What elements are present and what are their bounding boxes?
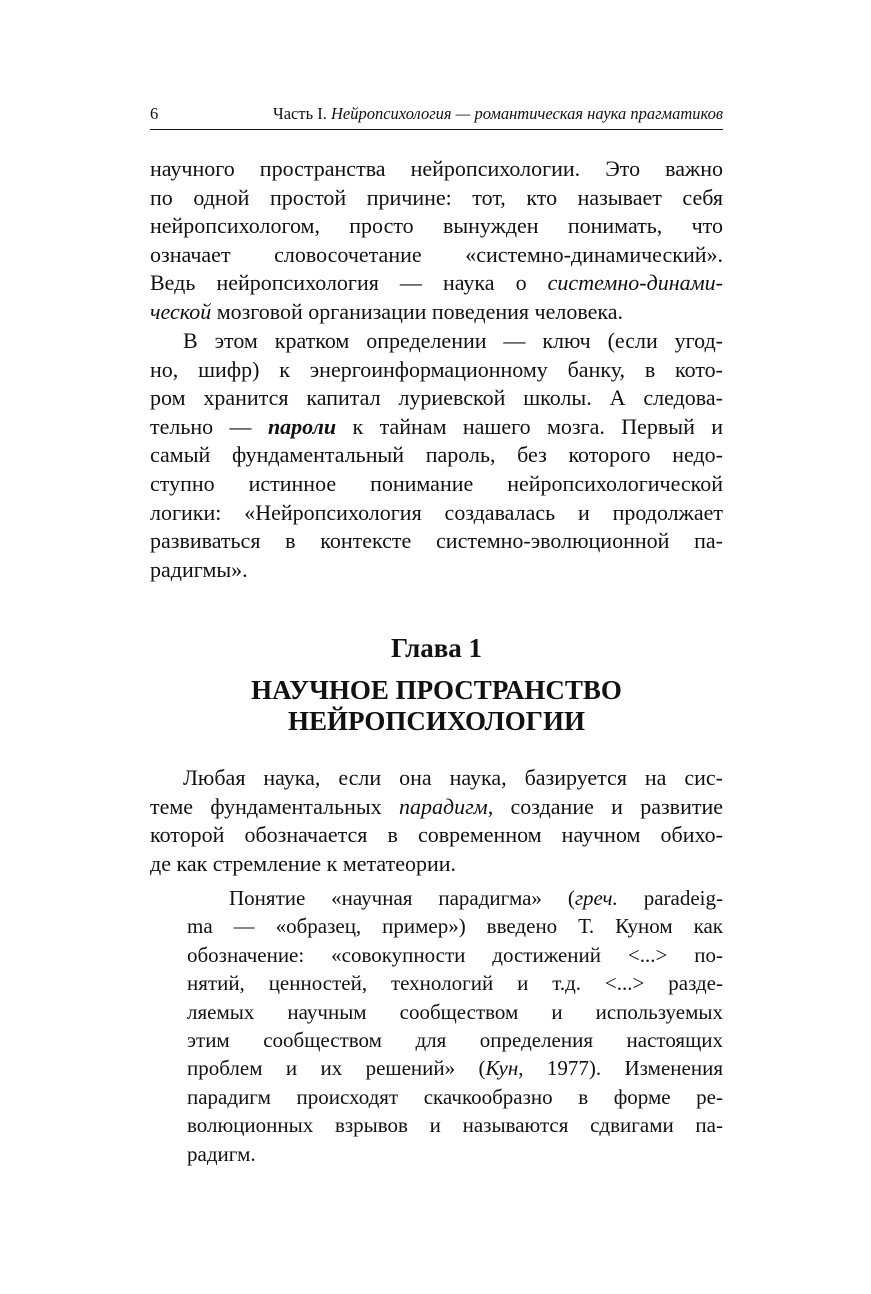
text-line: логики: «Нейропсихология создавалась и продолжает [150, 499, 723, 525]
italic-term: Кун [485, 1056, 519, 1081]
text-line: по одной простой причине: тот, кто называет себя [150, 184, 723, 210]
text-line: парадигм происходят скачкообразно в форме ре- [187, 1084, 723, 1109]
text-fragment: В этом кратком определении — ключ (если угод- [183, 328, 723, 353]
text-line: ma — «образец, пример») введено Т. Куном как [187, 914, 723, 939]
text-line: ляемых научным сообществом и используемых [187, 999, 723, 1024]
text-line: которой обозначается в современном научном обихо- [150, 822, 723, 848]
text-fragment: , создание и развитие [487, 793, 723, 819]
text-line: этим сообществом для определения настоящих [187, 1028, 723, 1053]
text-fragment: Понятие «научная парадигма» ( [229, 886, 575, 910]
text-line [150, 269, 723, 298]
chapter-title [150, 675, 723, 737]
italic-term: системно-динами- [547, 270, 723, 296]
text-fragment: мозговой организации поведения человека. [211, 298, 623, 324]
paragraph-2 [150, 327, 723, 584]
chapter-title-line: НАУЧНОЕ ПРОСТРАНСТВО [251, 675, 622, 705]
running-title [273, 103, 723, 125]
text-line [150, 413, 723, 442]
text-fragment: проблем и их решений» ( [187, 1056, 486, 1081]
text-fragment: Любая наука, если она наука, базируется на сис- [183, 765, 723, 790]
part-label: Часть I. [273, 104, 327, 123]
text-fragment: тельно — [150, 413, 268, 439]
italic-term: парадигм [398, 793, 488, 819]
bold-italic-term: пароли [267, 413, 337, 439]
italic-term: греч. [574, 886, 618, 910]
italic-term: ческой [150, 298, 212, 324]
paragraph-3 [150, 764, 723, 878]
text-line [150, 298, 723, 327]
text-fragment: , 1977). Изменения [518, 1056, 723, 1081]
text-line [187, 884, 723, 912]
paragraph-1 [150, 155, 723, 327]
text-fragment: теме фундаментальных [150, 793, 399, 819]
text-fragment: к тайнам нашего мозга. Первый и [336, 413, 723, 439]
text-line: но, шифр) к энергоинформационному банку, в кото- [150, 356, 723, 382]
text-fragment: paradeig- [617, 886, 723, 910]
chapter-number: Глава 1 [390, 633, 483, 663]
part-title: Нейропсихология — романтическая наука прагматиков [330, 104, 723, 123]
running-header [150, 103, 723, 130]
text-line: радигмы». [150, 556, 248, 582]
text-line [150, 764, 723, 793]
page-number: 6 [150, 104, 159, 123]
text-line: волюционных взрывов и называются сдвигами па- [187, 1113, 723, 1138]
definition-block [187, 884, 723, 1168]
text-line: нятий, ценностей, технологий и т.д. <...> разде- [187, 971, 723, 996]
text-line: научного пространства нейропсихологии. Это важно [150, 156, 723, 181]
text-line: ступно истинное понимание нейропсихологической [150, 470, 723, 496]
text-line: самый фундаментальный пароль, без которого недо- [150, 442, 723, 468]
text-line: развиваться в контексте системно-эволюционной па- [150, 528, 723, 554]
chapter-title-line: НЕЙРОПСИХОЛОГИИ [288, 706, 585, 736]
text-line: обозначение: «совокупности достижений <...> по- [187, 942, 723, 967]
text-line [150, 793, 723, 822]
text-line [150, 327, 723, 356]
text-line: де как стремление к метатеории. [150, 850, 457, 876]
text-line [187, 1054, 723, 1082]
text-line: нейропсихологом, просто вынужден понимать, что [150, 213, 723, 239]
text-line: означает словосочетание «системно-динамический». [150, 241, 723, 267]
text-fragment: Ведь нейропсихология — наука о [150, 270, 548, 296]
text-line: ром хранится капитал луриевской школы. А следова- [150, 385, 723, 411]
text-line: радигм. [187, 1141, 256, 1166]
